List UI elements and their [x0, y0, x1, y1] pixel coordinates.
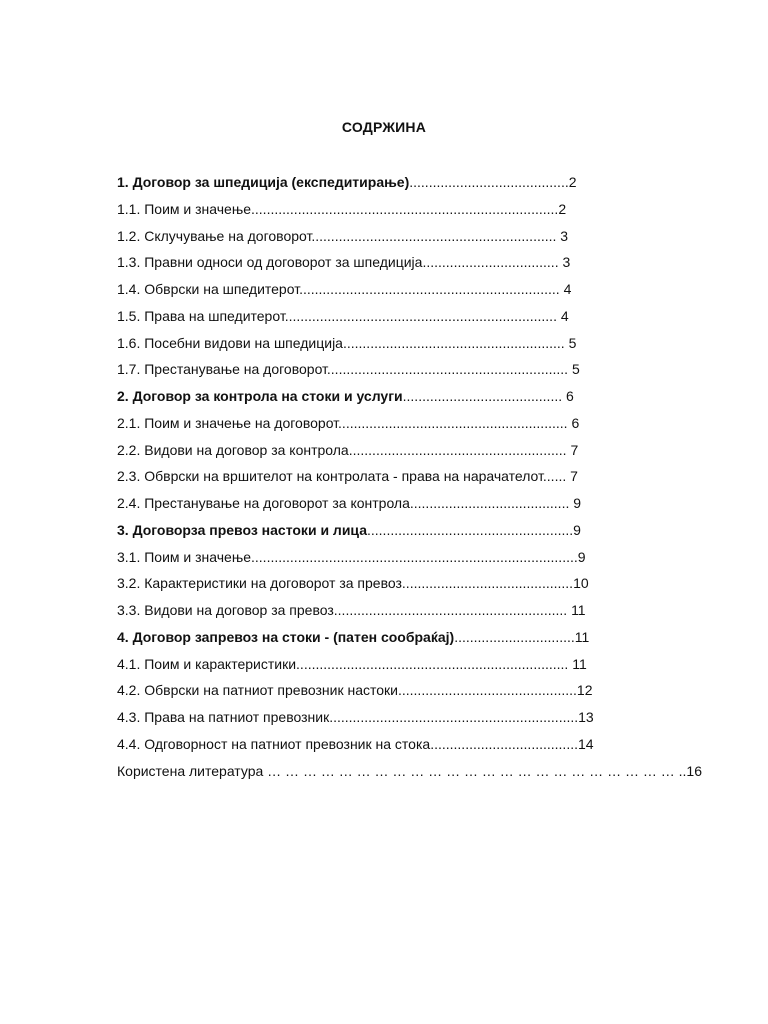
toc-entry-leader: ...................................	[422, 254, 563, 271]
toc-entry-page-number: 3	[562, 254, 571, 271]
toc-entry-page-number: 5	[568, 334, 577, 351]
toc-entry	[117, 332, 657, 359]
toc-entry-title: 1.7. Престанување на договорот	[117, 361, 327, 378]
toc-entry-leader: .....................................................	[367, 521, 574, 538]
toc-entry	[117, 626, 657, 653]
toc-entry	[117, 519, 657, 546]
toc-entry-title: 3. Договорза превоз настоки и лица	[117, 521, 367, 538]
toc-entry	[117, 278, 657, 305]
toc-entry	[117, 492, 657, 519]
toc-entry-page-number: 11	[571, 602, 586, 618]
toc-entry	[117, 305, 657, 332]
toc-entry-leader: ................................................................	[329, 709, 579, 725]
toc-entry-title: 4.1. Поим и карактеристики	[117, 655, 297, 672]
toc-entry-page-number: 2	[558, 200, 567, 217]
toc-entry	[117, 679, 657, 706]
toc-entry-title: 3.3. Видови на договор за превоз	[117, 602, 334, 618]
toc-entry-leader: ......................................................................	[284, 307, 561, 324]
toc-entry-leader: ...............................................................................	[251, 200, 559, 217]
toc-entry-title: 1.5. Права на шпедитерот	[117, 307, 285, 324]
toc-entry-title: 2. Договор за контрола на стоки и услуги	[117, 388, 403, 404]
toc-entry	[117, 358, 657, 385]
toc-entry-leader: .........................................	[402, 388, 567, 404]
toc-entry-page-number: 12	[576, 682, 593, 699]
toc-entry-page-number: 9	[577, 548, 586, 565]
toc-entry-title: 1.6. Посебни видови на шпедиција	[117, 334, 343, 351]
toc-entry-title: 1.3. Правни односи од договорот за шпедиција	[117, 254, 423, 271]
toc-entry	[117, 171, 657, 198]
toc-entry-title: 4.3. Права на патниот превозник	[117, 709, 330, 725]
toc-entry-page-number: 4	[563, 281, 572, 297]
toc-entry	[117, 706, 657, 733]
toc-list	[117, 171, 702, 786]
toc-entry-leader: ........................................................	[348, 441, 571, 458]
toc-entry	[117, 760, 702, 787]
toc-entry-page-number: 9	[573, 521, 581, 538]
toc-entry-title: 2.3. Обврски на вршителот на контролата - права на нарачателот	[117, 468, 543, 485]
toc-entry-title: 1.1. Поим и значење	[117, 200, 252, 217]
toc-entry-title: 1. Договор за шпедиција (експедитирање)	[117, 174, 410, 190]
toc-entry	[117, 465, 657, 492]
toc-entry-leader: ...........................................................	[338, 414, 572, 431]
toc-entry-page-number: 11	[574, 628, 590, 645]
toc-entry	[117, 251, 657, 278]
toc-entry-title: 4. Договор запревоз на стоки - (патен сообраќај)	[117, 628, 455, 645]
toc-entry-leader: ............................................	[401, 575, 574, 592]
toc-title: СОДРЖИНА	[341, 119, 427, 135]
toc-entry-page-number: 14	[578, 735, 594, 752]
toc-entry-page-number: 7	[570, 468, 578, 485]
toc-entry-title: 3.1. Поим и значење	[117, 548, 252, 565]
toc-entry-leader: ....................................................................................	[251, 548, 578, 565]
toc-entry-leader: ..............................................................	[326, 361, 572, 378]
toc-entry-leader: ......	[542, 468, 571, 485]
toc-entry-leader: ...............................	[454, 628, 575, 645]
toc-entry-leader: ......................................................................	[296, 655, 573, 672]
toc-entry	[117, 198, 657, 225]
toc-entry-title: 4.2. Обврски на патниот превозник настоки	[117, 682, 398, 699]
toc-entry	[117, 599, 657, 626]
toc-entry-title: Користена литература	[117, 762, 268, 779]
toc-entry	[117, 439, 657, 466]
toc-entry-title: 2.4. Престанување на договорот за контрола	[117, 495, 410, 511]
toc-entry-page-number: 11	[572, 655, 587, 672]
toc-entry-title: 3.2. Карактеристики на договорот за превоз	[117, 575, 402, 592]
toc-entry-leader: .........................................	[409, 495, 574, 511]
toc-entry	[117, 733, 657, 760]
toc-entry-page-number: 2	[568, 174, 577, 190]
toc-entry	[117, 412, 657, 439]
toc-entry-page-number: 3	[560, 227, 569, 244]
toc-entry-leader: ............................................................	[333, 602, 572, 618]
toc-entry-page-number: 9	[573, 495, 582, 511]
toc-entry-title: 2.2. Видови на договор за контрола	[117, 441, 349, 458]
toc-entry-title: 1.2. Склучување на договорот	[117, 227, 312, 244]
toc-entry	[117, 572, 657, 599]
toc-entry-page-number: 5	[571, 361, 580, 378]
toc-entry-page-number: 16	[686, 762, 702, 779]
toc-entry-page-number: 13	[578, 709, 594, 725]
toc-entry	[117, 225, 657, 252]
toc-entry	[117, 385, 657, 412]
toc-entry-page-number: 6	[566, 388, 574, 404]
toc-entry	[117, 546, 657, 573]
toc-entry-leader: ...............................................................	[311, 227, 561, 244]
toc-entry-title: 1.4. Обврски на шпедитерот	[117, 281, 300, 297]
toc-entry-leader: … … … … … … … … … … … … … … … … … … … … … … … ..	[267, 762, 687, 779]
toc-entry-title: 4.4. Одговорност на патниот превозник на стока	[117, 735, 431, 752]
toc-entry-leader: ..............................................	[397, 682, 577, 699]
toc-entry	[117, 653, 657, 680]
toc-entry-title: 2.1. Поим и значење на договорот	[117, 414, 339, 431]
toc-entry-page-number: 7	[570, 441, 579, 458]
toc-entry-page-number: 6	[571, 414, 580, 431]
toc-entry-leader: .........................................................	[342, 334, 569, 351]
toc-entry-page-number: 4	[560, 307, 569, 324]
toc-entry-leader: .........................................	[409, 174, 569, 190]
toc-entry-page-number: 10	[573, 575, 589, 592]
toc-entry-leader: ...................................................................	[299, 281, 564, 297]
toc-entry-leader: ......................................	[430, 735, 578, 752]
